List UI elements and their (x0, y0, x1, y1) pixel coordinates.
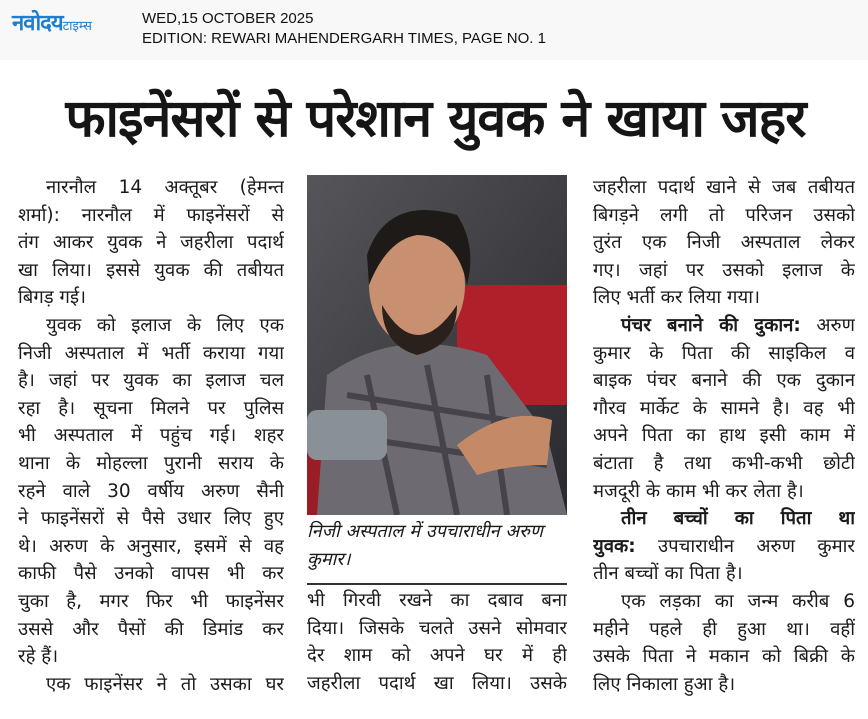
text-line: शर्मा): नारनौल में फाइनेंसरों से (18, 204, 284, 226)
subhead-father-of-three: तीन बच्चों का पिता था (621, 508, 855, 530)
text-line: ने फाइनेंसरों से पैसे उधार लिए हुए (18, 508, 284, 530)
text-fragment: अरुण (816, 314, 855, 336)
subhead-continuation: युवक: (593, 535, 636, 557)
text-line: जहरीला पदार्थ खाने से जब तबीयत (593, 177, 855, 198)
photo-caption (307, 518, 567, 574)
article-column-middle (307, 587, 567, 697)
caption-line: निजी अस्पताल में उपचाराधीन अरुण (307, 521, 543, 542)
text-line: काफी पैसे उनको वापस भी कर (18, 563, 284, 585)
text-line: दिया। जिसके चलते उसने सोमवार (307, 617, 567, 639)
text-line (593, 312, 855, 340)
text-line: अपने पिता का हाथ इसी काम में (593, 425, 855, 447)
publication-date: WED,15 OCTOBER 2025 (142, 10, 314, 27)
text-line: तुरंत एक निजी अस्पताल लेकर (593, 232, 855, 254)
article-column-right (593, 174, 855, 698)
text-line: उससे और पैसों की डिमांड कर (18, 618, 284, 640)
clipping-header (0, 0, 868, 60)
caption-line: कुमार। (307, 549, 351, 570)
edition-page: EDITION: REWARI MAHENDERGARH TIMES, PAGE NO. 1 (142, 30, 546, 47)
edition-info (142, 9, 546, 49)
text-line: नारनौल 14 अक्तूबर (हेमन्त (46, 177, 284, 198)
text-line: रहने वाले 30 वर्षीय अरुण सैनी (18, 480, 284, 502)
text-line: बंटाता है तथा कभी-कभी छोटी (593, 452, 855, 474)
text-line: तंग आकर युवक ने जहरीला पदार्थ (18, 232, 284, 254)
caption-divider (307, 583, 567, 585)
text-line: एक लड़का का जन्म करीब 6 (621, 590, 855, 612)
text-line: बिगड़ने लगी तो परिजन उसको (593, 204, 855, 226)
text-line (593, 533, 855, 561)
text-line: है। जहां पर युवक का इलाज चल (18, 370, 284, 392)
newspaper-logo (12, 12, 92, 39)
text-line: रहे हैं। (18, 646, 59, 668)
text-line: गौरव मार्केट के सामने है। वह भी (593, 397, 855, 419)
text-line: लिए निकाला हुआ है। (593, 673, 736, 695)
text-line: उसके पिता ने मकान को बिक्री के (593, 646, 855, 668)
logo-main: नवोदय (12, 11, 63, 36)
article-headline: फाइनेंसरों से परेशान युवक ने खाया जहर (65, 89, 806, 149)
text-line: भी गिरवी रखने का दबाव बना (307, 590, 567, 611)
text-line: देर शाम को अपने घर में ही (307, 645, 567, 667)
text-line: युवक को इलाज के लिए एक (46, 314, 284, 336)
text-line: मजदूरी के काम भी कर लेता है। (593, 480, 804, 502)
article-photo (307, 175, 567, 515)
text-line: थाना के मोहल्ला पुरानी सराय के (18, 452, 284, 474)
text-line: रहा है। सूचना मिलने पर पुलिस (18, 397, 284, 419)
article-column-left (18, 174, 284, 698)
text-line: चुका है, मगर फिर भी फाइनेंसर (18, 590, 284, 612)
text-line: लिए भर्ती कर लिया गया। (593, 287, 761, 309)
text-fragment: उपचाराधीन अरुण कुमार (658, 535, 855, 557)
text-line: महीने पहले ही हुआ था। वहीं (593, 618, 855, 640)
text-line: गए। जहां पर उसको इलाज के (593, 259, 855, 281)
text-line: भी अस्पताल में पहुंच गई। शहर (18, 425, 284, 447)
logo-sub: टाइम्स (62, 19, 92, 34)
text-line: बाइक पंचर बनाने की एक दुकान (593, 370, 855, 392)
subhead-puncture-shop: पंचर बनाने की दुकान: (621, 314, 801, 336)
text-line: निजी अस्पताल में भर्ती कराया गया (18, 342, 284, 364)
text-line: थे। अरुण के अनुसार, इसमें से वह (18, 535, 284, 557)
text-line: एक फाइनेंसर ने तो उसका घर (46, 673, 284, 695)
text-line: खा लिया। इससे युवक की तबीयत (18, 259, 284, 281)
text-line: जहरीला पदार्थ खा लिया। उसके (307, 672, 567, 694)
text-line: बिगड़ गई। (18, 287, 87, 309)
text-line: तीन बच्चों का पिता है। (593, 563, 743, 585)
patient-photo-illustration (307, 175, 567, 515)
text-line: कुमार के पिता की साइकिल व (593, 342, 855, 364)
